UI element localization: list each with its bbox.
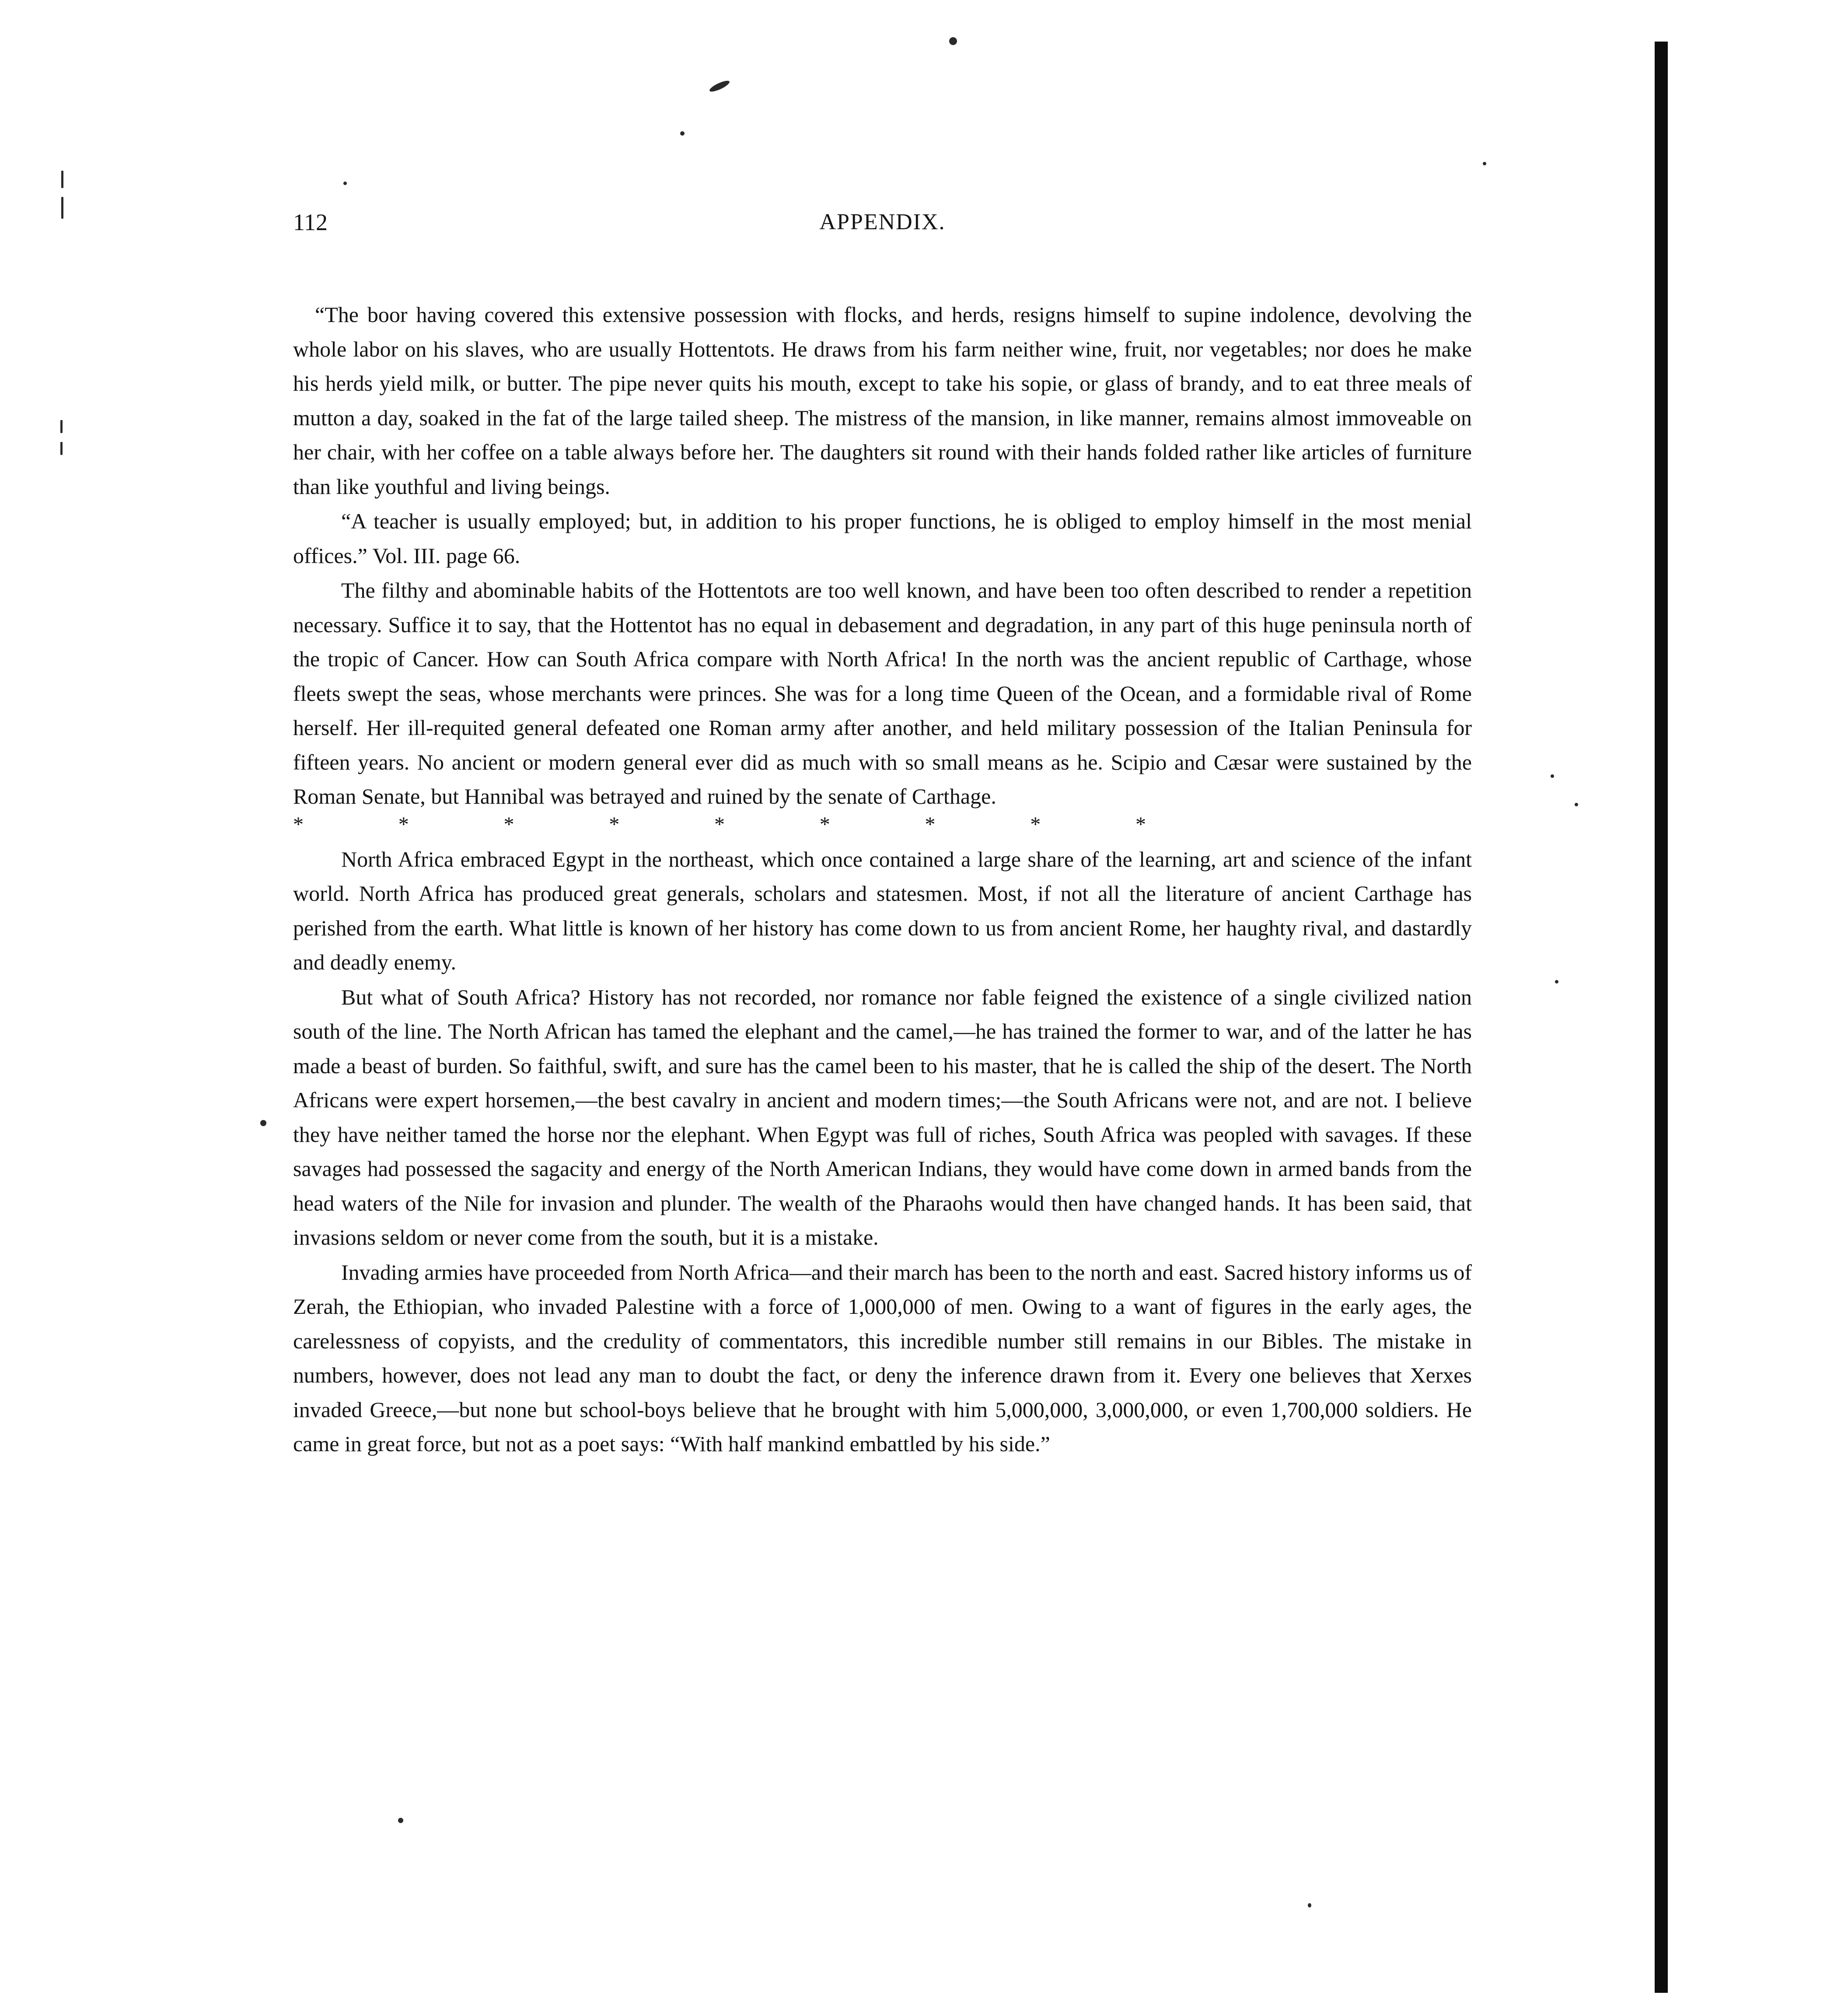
scan-speck [708,79,730,94]
scan-speck [260,1120,266,1126]
scan-speck [1551,774,1554,778]
scan-speck [343,182,347,185]
separator-asterisk: * [819,812,830,836]
scan-speck [680,131,685,136]
scan-speck [61,171,63,188]
separator-asterisk: * [714,812,725,836]
paragraph-boor-quote: “The boor having covered this extensive possession with flocks, and herds, resigns himself to supine indolence, devolving the whole labor on his slaves, who are usually Hottentots. He draws from his farm neither wine, fruit, nor vegetables; nor does he make his herds yield milk, or butter. The pipe never quits his mouth, except to take his sopie, or glass of brandy, and to eat three meals of mutton a day, soaked in the fat of the large tailed sheep. The mistress of the mansion, in like manner, remains almost immoveable on her chair, with her coffee on a table always before her. The daughters sit round with their hands folded rather like articles of furniture than like youthful and living beings. [293,302,1472,499]
separator-asterisk: * [293,812,304,836]
paragraph-hottentots: The filthy and abominable habits of the Hottentots are too well known, and have been too often described to render a repetition necessary. Suffice it to say, that the Hottentot has no equal in debasement and degradation, in any part of this huge peninsula north of the tropic of Cancer. How can South Africa compare with North Africa! In the north was the ancient republic of Carthage, whose fleets swept the seas, whose merchants were princes. She was for a long time Queen of the Ocean, and a formidable rival of Rome herself. Her ill-requited general defeated one Roman army after another, and held military possession of the Italian Peninsula for fifteen years. No ancient or modern general ever did as much with so small means as he. Scipio and Cæsar were sustained by the Roman Senate, but Hannibal was betrayed and ruined by the senate of Carthage. [293,578,1472,808]
scan-speck [1575,803,1578,806]
asterisk-separator [293,812,1146,838]
body-text [293,298,1472,1462]
running-head: APPENDIX. [819,210,946,234]
separator-asterisk: * [503,812,514,836]
paragraph-south-africa: But what of South Africa? History has not recorded, nor romance nor fable feigned the existence of a single civilized nation south of the line. The North African has tamed the elephant and the camel,—he has trained the former to war, and of the latter he has made a beast of burden. So faithful, swift, and sure has the camel been to his master, that he is called the ship of the desert. The North Africans were expert horsemen,—the best cavalry in ancient and modern times;—the South Africans were not, and are not. I believe they have neither tamed the horse nor the elephant. When Egypt was full of riches, South Africa was peopled with savages. If these savages had possessed the sagacity and energy of the North American Indians, they would have come down in armed bands from the head waters of the Nile for invasion and plunder. The wealth of the Pharaohs would then have changed hands. It has been said, that invasions seldom or never come from the south, but it is a mistake. [293,984,1472,1250]
scan-speck [1483,162,1486,165]
separator-asterisk: * [1135,812,1146,836]
scan-speck [61,197,63,219]
scan-speck [1308,1903,1311,1908]
scan-speck [1555,980,1558,984]
page-number: 112 [293,209,328,235]
paragraph-invading-armies: Invading armies have proceeded from North Africa—and their march has been to the north and east. Sacred history informs us of Zerah, the Ethiopian, who invaded Palestine with a force of 1,000,000 of men. Owing to a want of figures in the early ages, the carelessness of copyists, and the credulity of commentators, this incredible number still remains in our Bibles. The mistake in numbers, however, does not lead any man to doubt the fact, or deny the inference drawn from it. Every one believes that Xerxes invaded Greece,—but none but school-boys believe that he brought with him 5,000,000, 3,000,000, or even 1,700,000 soldiers. He came in great force, but not as a poet says: “With half mankind embattled by his side.” [293,1260,1472,1456]
separator-asterisk: * [398,812,409,836]
separator-asterisk: * [925,812,936,836]
scan-speck [60,442,63,455]
page-edge-shadow [1655,42,1668,1993]
separator-asterisk: * [609,812,620,836]
page-header [293,205,1472,240]
scan-speck [60,420,63,433]
paragraph-north-africa: North Africa embraced Egypt in the northeast, which once contained a large share of the learning, art and science of the infant world. North Africa has produced great generals, scholars and statesmen. Most, if not all the literature of ancient Carthage has perished from the earth. What little is known of her history has come down to us from ancient Rome, her haughty rival, and dastardly and deadly enemy. [293,847,1472,974]
scan-speck [398,1818,403,1823]
separator-asterisk: * [1030,812,1041,836]
scan-speck [949,37,957,45]
paragraph-teacher-quote: “A teacher is usually employed; but, in addition to his proper functions, he is obliged to employ himself in the most menial offices.” Vol. III. page 66. [293,509,1472,568]
